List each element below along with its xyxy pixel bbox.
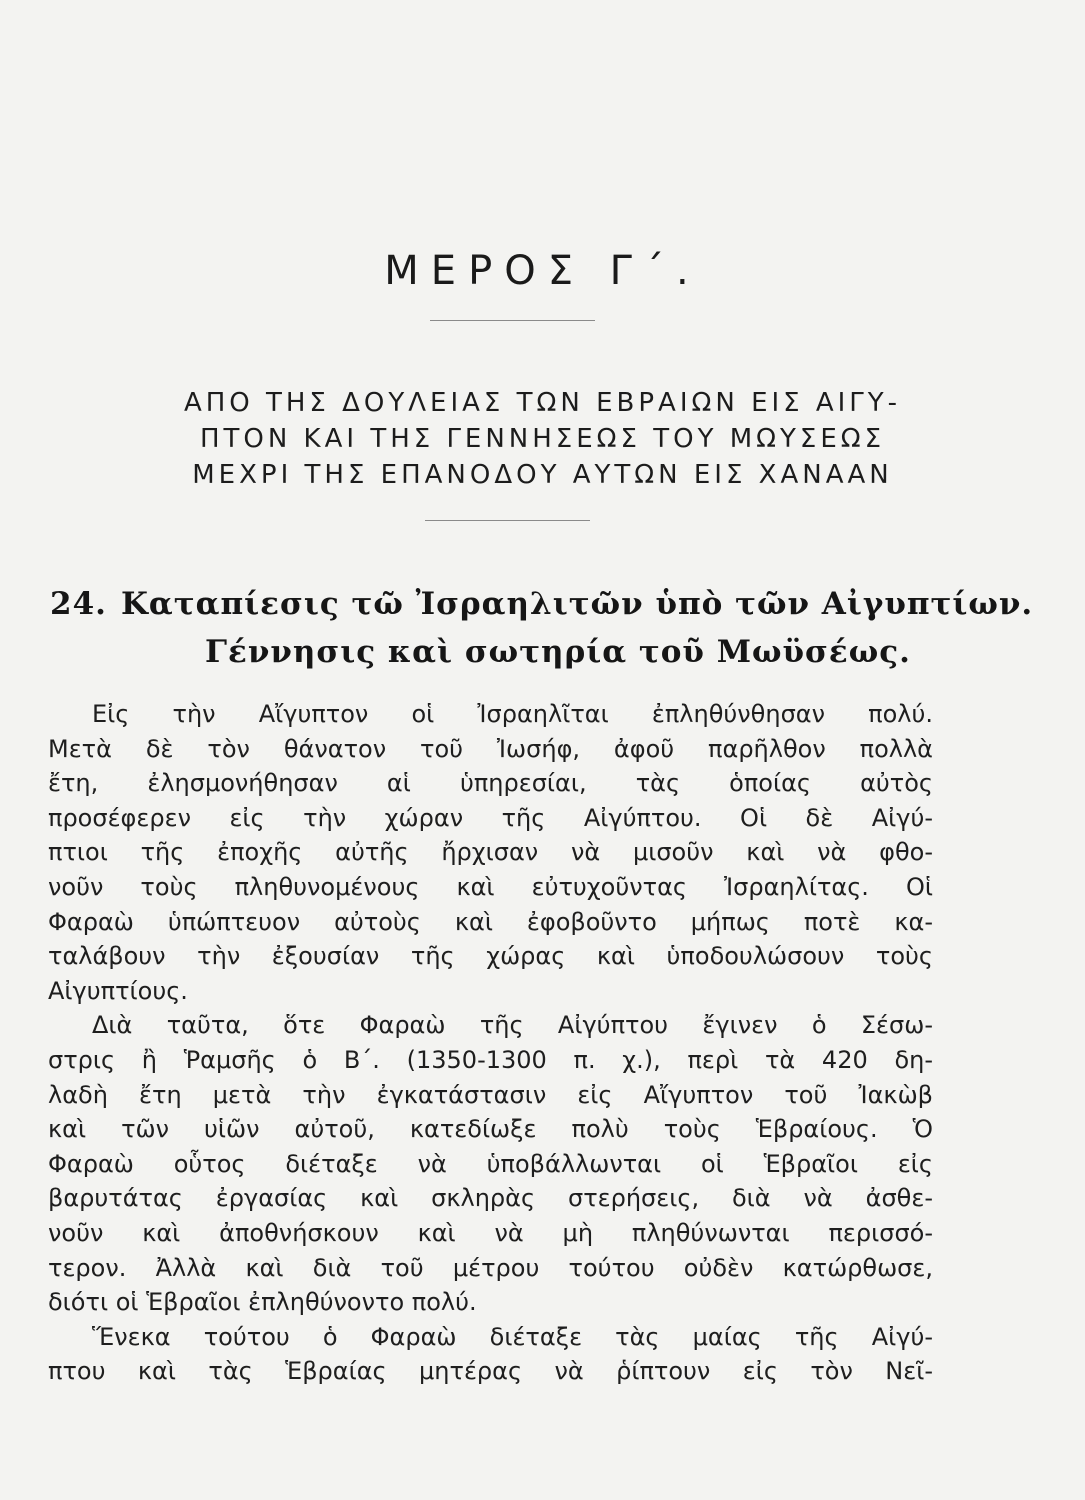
part-title: ΜΕΡΟΣ Γ΄.	[384, 248, 701, 294]
divider-rule-top	[430, 320, 595, 321]
body-line: ταλάβουν τὴν ἐξουσίαν τῆς χώρας καὶ ὑποδουλώσουν τοὺς	[48, 942, 933, 971]
section-title-line1: Καταπίεσις τῶ Ἰσραηλιτῶν ὑπὸ τῶν Αἰγυπτίων.	[120, 586, 1034, 622]
body-line: Φαραὼ ὑπώπτευον αὐτοὺς καὶ ἐφοβοῦντο μήπως ποτὲ κα-	[48, 907, 933, 936]
body-line: βαρυτάτας ἐργασίας καὶ σκληρὰς στερήσεις, διὰ νὰ ἀσθε-	[48, 1184, 933, 1213]
subtitle-line: ΠΤΟΝ ΚΑΙ ΤΗΣ ΓΕΝΝΗΣΕΩΣ ΤΟΥ ΜΩΥΣΕΩΣ	[199, 424, 886, 454]
body-line: νοῦν καὶ ἀποθνήσκουν καὶ νὰ μὴ πληθύνωνται περισσό-	[48, 1218, 933, 1247]
body-line: Εἰς τὴν Αἴγυπτον οἱ Ἰσραηλῖται ἐπληθύνθησαν πολύ.	[92, 700, 933, 728]
body-line: λαδὴ ἔτη μετὰ τὴν ἐγκατάστασιν εἰς Αἴγυπτον τοῦ Ἰακὼβ	[48, 1080, 933, 1109]
section-number: 24.	[50, 586, 107, 622]
body-line: στρις ἢ Ῥαμσῆς ὁ Β΄. (1350-1300 π. χ.), περὶ τὰ 420 δη-	[48, 1045, 933, 1074]
section-heading-line1	[40, 580, 1050, 628]
body-line: πτιοι τῆς ἐποχῆς αὐτῆς ἤρχισαν νὰ μισοῦν καὶ νὰ φθο-	[48, 838, 933, 867]
section-title-line2: Γέννησις καὶ σωτηρία τοῦ Μωϋσέως.	[205, 634, 911, 670]
body-line: καὶ τῶν υἱῶν αὐτοῦ, κατεδίωξε πολὺ τοὺς Ἑβραίους. Ὁ	[48, 1115, 933, 1144]
body-line: Μετὰ δὲ τὸν θάνατον τοῦ Ἰωσήφ, ἀφοῦ παρῆλθον πολλὰ	[48, 734, 933, 763]
divider-rule-bottom	[425, 520, 590, 521]
body-line: νοῦν τοὺς πληθυνομένους καὶ εὐτυχοῦντας Ἰσραηλίτας. Οἱ	[48, 872, 933, 901]
body-line: τερον. Ἀλλὰ καὶ διὰ τοῦ μέτρου τούτου οὐδὲν κατώρθωσε,	[48, 1253, 933, 1282]
body-line: Ἕνεκα τούτου ὁ Φαραὼ διέταξε τὰς μαίας τῆς Αἰγύ-	[92, 1322, 933, 1351]
body-line: Διὰ ταῦτα, ὅτε Φαραὼ τῆς Αἰγύπτου ἔγινεν ὁ Σέσω-	[92, 1011, 933, 1040]
body-line: Φαραὼ οὗτος διέταξε νὰ ὑποβάλλωνται οἱ Ἑβραῖοι εἰς	[48, 1149, 933, 1178]
chapter-subtitle	[60, 385, 1025, 493]
body-line: πτου καὶ τὰς Ἑβραίας μητέρας νὰ ῥίπτουν εἰς τὸν Νεῖ-	[48, 1357, 933, 1386]
subtitle-line: ΜΕΧΡΙ ΤΗΣ ΕΠΑΝΟΔΟΥ ΑΥΤΩΝ ΕΙΣ ΧΑΝΑΑΝ	[192, 460, 893, 490]
body-line: διότι οἱ Ἑβραῖοι ἐπληθύνοντο πολύ.	[48, 1288, 477, 1317]
body-line: προσέφερεν εἰς τὴν χώραν τῆς Αἰγύπτου. Οἱ δὲ Αἰγύ-	[48, 803, 933, 832]
section-heading	[40, 580, 1050, 676]
body-line: ἔτη, ἐλησμονήθησαν αἱ ὑπηρεσίαι, τὰς ὁποίας αὐτὸς	[48, 769, 933, 798]
subtitle-line: ΑΠΟ ΤΗΣ ΔΟΥΛΕΙΑΣ ΤΩΝ ΕΒΡΑΙΩΝ ΕΙΣ ΑΙΓΥ-	[183, 388, 902, 418]
body-line: Αἰγυπτίους.	[48, 976, 188, 1005]
body-text	[48, 697, 933, 1389]
